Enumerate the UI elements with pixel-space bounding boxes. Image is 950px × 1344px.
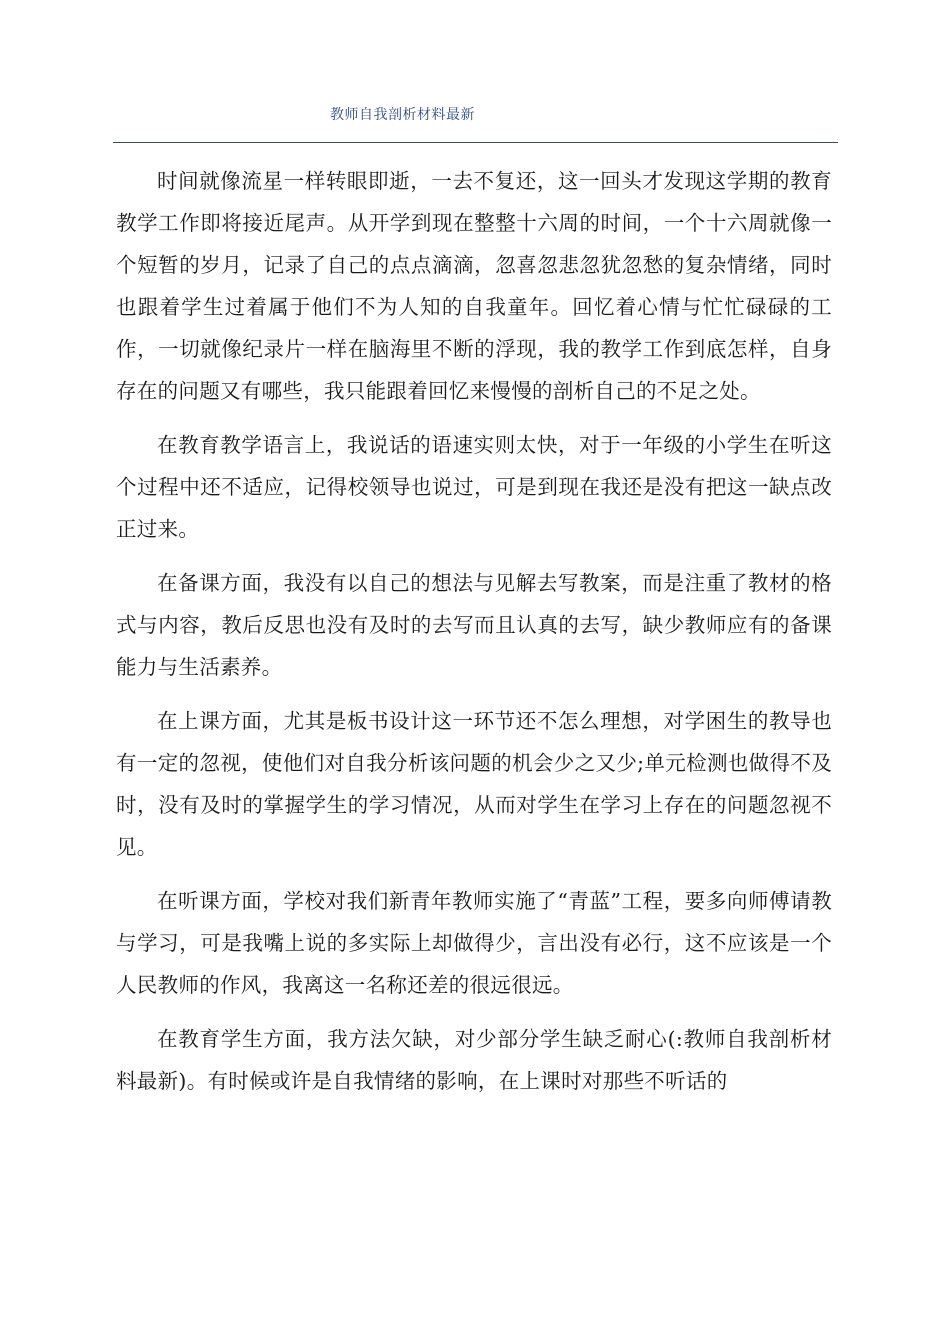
paragraph-teaching-language: 在教育教学语言上，我说话的语速实则太快，对于一年级的小学生在听这个过程中还不适应，记得校领导也说过，可是到现在我还是没有把这一缺点改正过来。	[116, 433, 832, 541]
paragraph-intro: 时间就像流星一样转眼即逝，一去不复还，这一回头才发现这学期的教育教学工作即将接近尾声。从开学到现在整整十六周的时间，一个十六周就像一个短暂的岁月，记录了自己的点点滴滴，忽喜忽悲忽犹忽愁的复杂情绪，同时也跟着学生过着属于他们不为人知的自我童年。回忆着心情与忙忙碌碌的工作，一切就像纪录片一样在脑海里不断的浮现，我的教学工作到底怎样，自身存在的问题又有哪些，我只能跟着回忆来慢慢的剖析自己的不足之处。	[116, 169, 832, 403]
header-title: 教师自我剖析材料最新	[330, 107, 475, 123]
header-divider	[113, 142, 838, 143]
document-body	[116, 160, 832, 1114]
paragraph-student-education: 在教育学生方面，我方法欠缺，对少部分学生缺乏耐心(:教师自我剖析材料最新)。有时候或许是自我情绪的影响，在上课时对那些不听话的	[116, 1027, 832, 1093]
paragraph-classroom-teaching: 在上课方面，尤其是板书设计这一环节还不怎么理想，对学困生的教导也有一定的忽视，使他们对自我分析该问题的机会少之又少;单元检测也做得不及时，没有及时的掌握学生的学习情况，从而对学生在学习上存在的问题忽视不见。	[116, 709, 832, 859]
paragraph-lesson-preparation: 在备课方面，我没有以自己的想法与见解去写教案，而是注重了教材的格式与内容，教后反思也没有及时的去写而且认真的去写，缺少教师应有的备课能力与生活素养。	[116, 571, 832, 679]
paragraph-lesson-observation: 在听课方面，学校对我们新青年教师实施了“青蓝”工程，要多向师傅请教与学习，可是我嘴上说的多实际上却做得少，言出没有必行，这不应该是一个人民教师的作风，我离这一名称还差的很远很远。	[116, 889, 832, 997]
